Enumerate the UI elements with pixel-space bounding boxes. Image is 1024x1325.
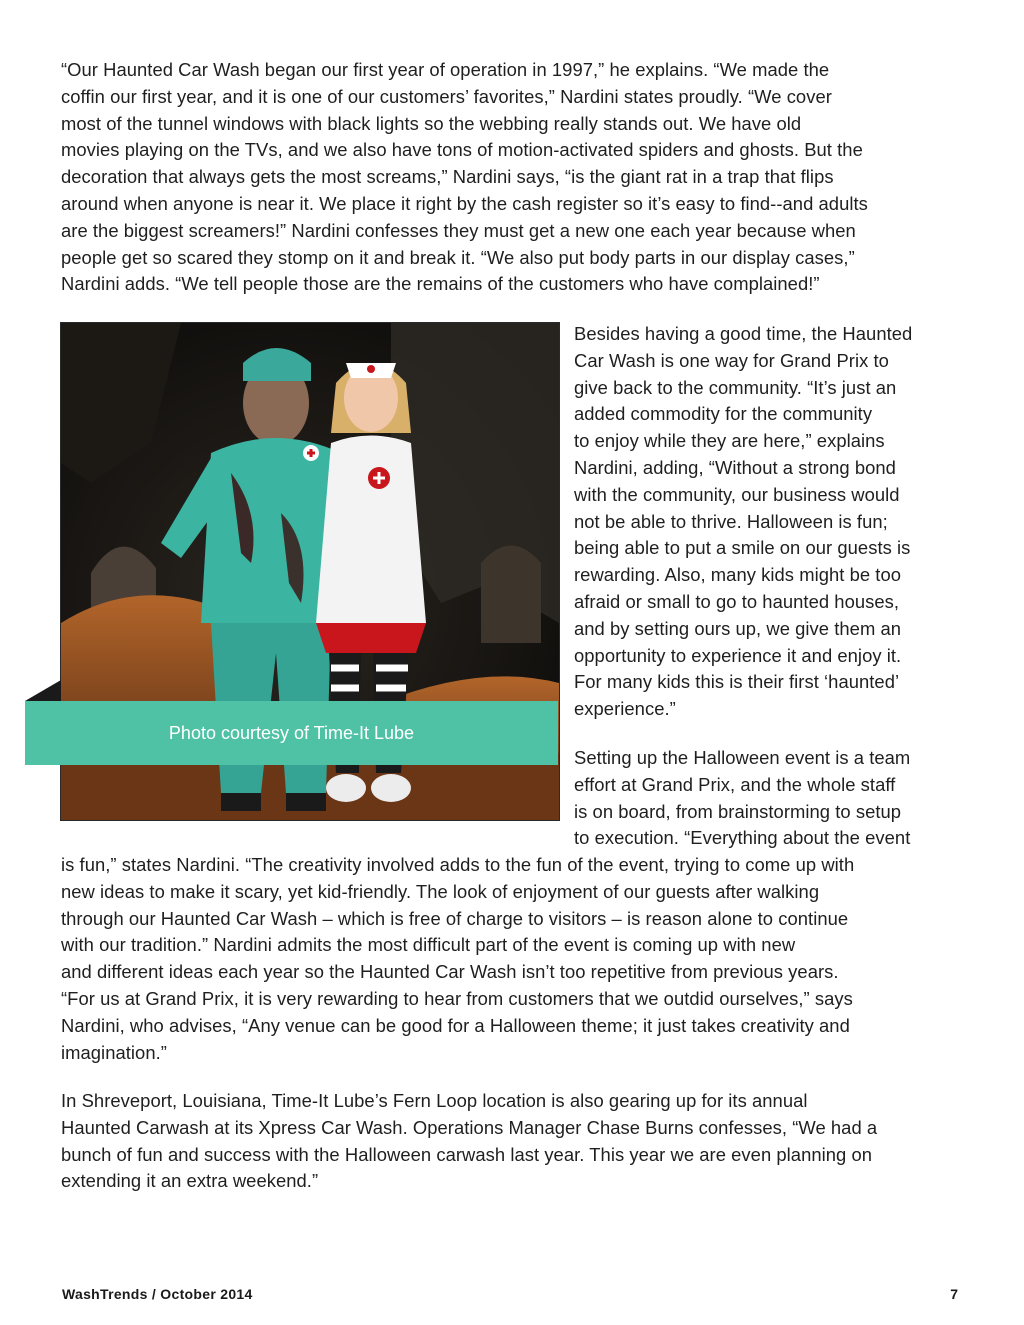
text-line: most of the tunnel windows with black lights so the webbing really stands out. We have old xyxy=(61,112,802,134)
text-line: opportunity to experience it and enjoy it. xyxy=(574,644,902,666)
text-line: Setting up the Halloween event is a team xyxy=(574,747,911,768)
text-line: around when anyone is near it. We place it right by the cash register so it’s easy to find--and adults xyxy=(61,192,868,214)
text-line: rewarding. Also, many kids might be too xyxy=(574,564,902,586)
text-line: being able to put a smile on our guests is xyxy=(574,537,911,559)
text-line: through our Haunted Car Wash – which is free of charge to visitors – is reason alone to continue xyxy=(61,907,849,929)
text-line: Besides having a good time, the Haunted xyxy=(574,323,913,344)
text-line: is on board, from brainstorming to setup xyxy=(574,800,902,822)
text-line: In Shreveport, Louisiana, Time-It Lube’s Fern Loop location is also gearing up for its annual xyxy=(61,1090,808,1111)
text-line: decoration that always gets the most screams,” Nardini says, “is the giant rat in a trap that flips xyxy=(61,166,834,188)
text-line: to enjoy while they are here,” explains xyxy=(574,430,885,452)
text-line: bunch of fun and success with the Halloween carwash last year. This year we are even planning on xyxy=(61,1143,873,1165)
text-line: people get so scared they stomp on it and break it. “We also put body parts in our display cases,” xyxy=(61,246,855,268)
text-line: Nardini, who advises, “Any venue can be good for a Halloween theme; it just takes creativity and xyxy=(61,1014,850,1036)
text-line: new ideas to make it scary, yet kid-friendly. The look of enjoyment of our guests after walking xyxy=(61,880,820,902)
text-line: Car Wash is one way for Grand Prix to xyxy=(574,349,889,371)
text-line: with the community, our business would xyxy=(574,483,900,505)
text-line: “Our Haunted Car Wash began our first year of operation in 1997,” he explains. “We made the xyxy=(61,59,830,80)
text-line: is fun,” states Nardini. “The creativity involved adds to the fun of the event, trying to come up with xyxy=(61,854,855,875)
text-line: effort at Grand Prix, and the whole staff xyxy=(574,773,896,795)
text-line: Nardini, adding, “Without a strong bond xyxy=(574,456,896,478)
text-line: afraid or small to go to haunted houses, xyxy=(574,590,900,612)
text-line: imagination.” xyxy=(61,1041,167,1063)
text-line: “For us at Grand Prix, it is very rewarding to hear from customers that we outdid ourselves,” says xyxy=(61,987,853,1009)
text-line: to execution. “Everything about the event xyxy=(574,827,911,849)
caption-notch xyxy=(25,680,61,701)
text-line: extending it an extra weekend.” xyxy=(61,1170,319,1192)
page-number: 7 xyxy=(950,1286,958,1302)
paragraph-intro-quote xyxy=(61,57,868,298)
paragraph-team-effort xyxy=(574,745,910,852)
text-line: with our tradition.” Nardini admits the most difficult part of the event is coming up with new xyxy=(61,934,796,956)
text-line: For many kids this is their first ‘haunted’ xyxy=(574,671,900,693)
text-line: Nardini adds. “We tell people those are the remains of the customers who have complained!” xyxy=(61,273,820,295)
paragraph-shreveport xyxy=(61,1088,877,1195)
footer-publication: WashTrends / October 2014 xyxy=(62,1286,253,1302)
text-line: movies playing on the TVs, and we also have tons of motion-activated spiders and ghosts. But the xyxy=(61,139,863,161)
photo-caption: Photo courtesy of Time-It Lube xyxy=(25,701,558,765)
paragraph-community xyxy=(574,321,912,723)
text-line: added commodity for the community xyxy=(574,403,873,425)
text-line: not be able to thrive. Halloween is fun; xyxy=(574,510,888,532)
text-line: coffin our first year, and it is one of our customers’ favorites,” Nardini states proudly. “We cover xyxy=(61,85,832,107)
text-line: are the biggest screamers!” Nardini confesses they must get a new one each year because when xyxy=(61,219,856,241)
text-line: Haunted Carwash at its Xpress Car Wash. Operations Manager Chase Burns confesses, “We had a xyxy=(61,1116,878,1138)
text-line: experience.” xyxy=(574,698,676,720)
text-line: and by setting ours up, we give them an xyxy=(574,617,902,639)
text-line: give back to the community. “It’s just an xyxy=(574,376,897,398)
text-line: and different ideas each year so the Haunted Car Wash isn’t too repetitive from previous years. xyxy=(61,961,839,983)
paragraph-creativity xyxy=(61,852,854,1066)
